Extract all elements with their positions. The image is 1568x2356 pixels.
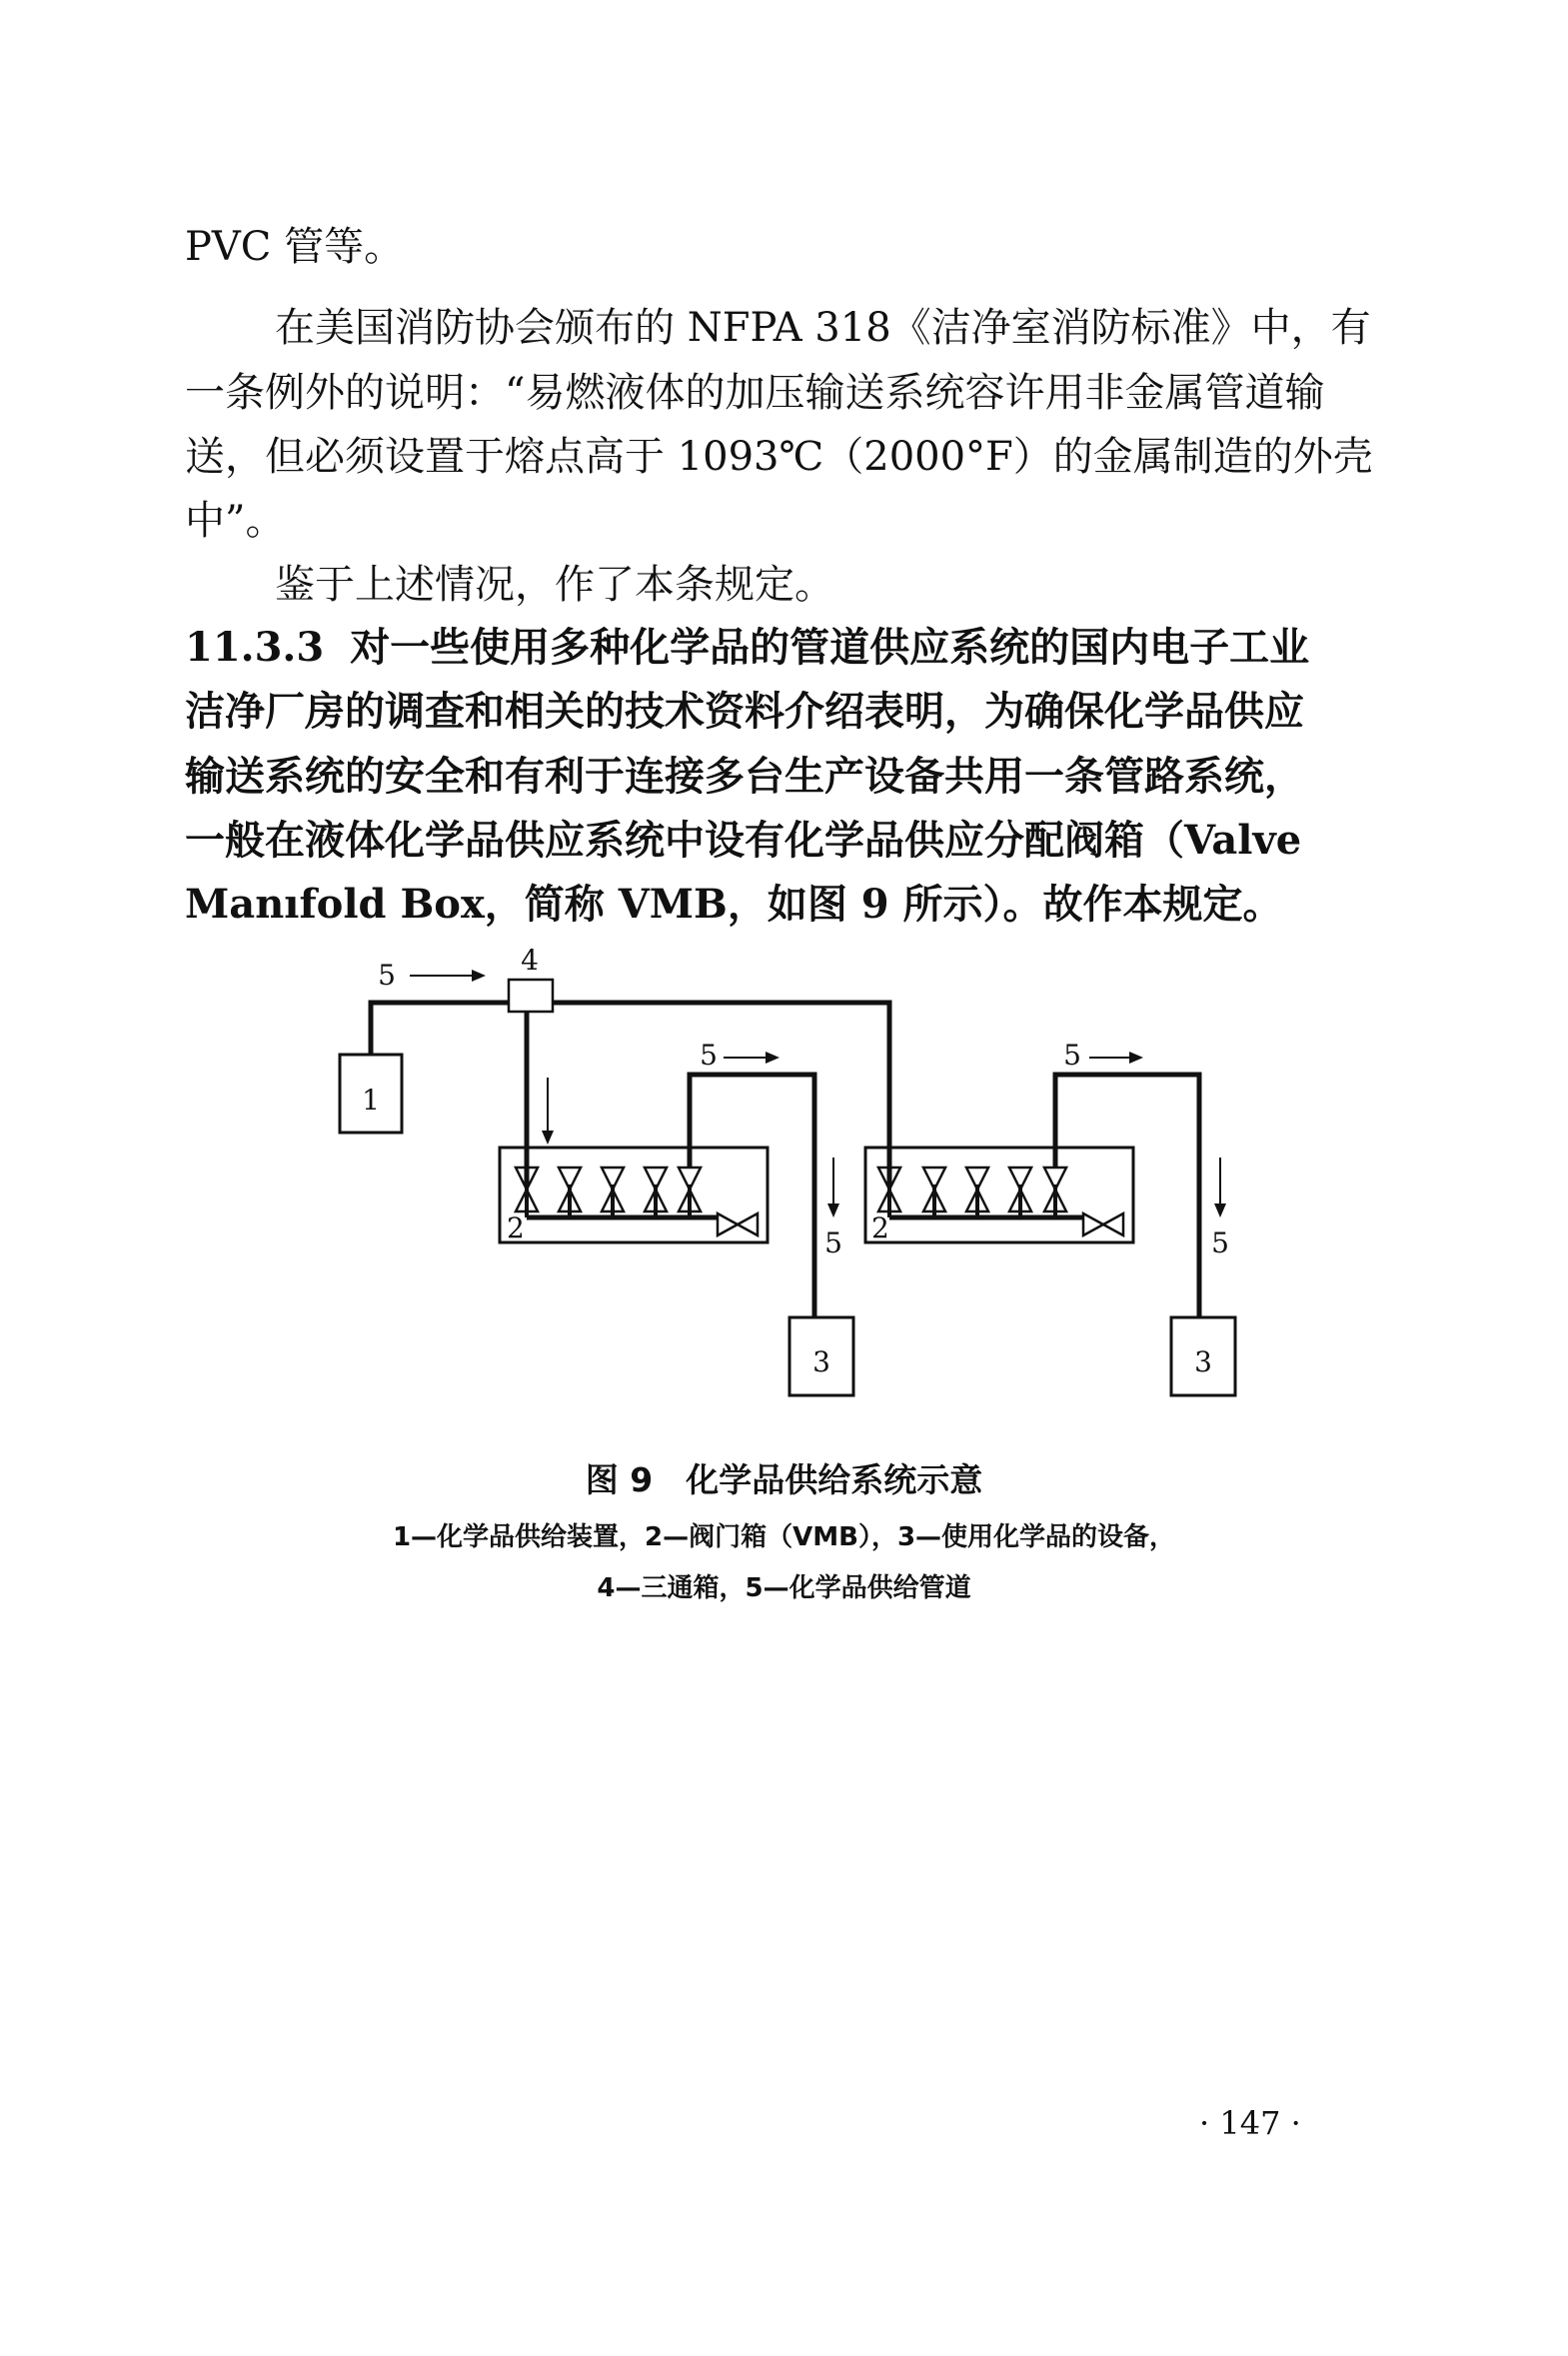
equipment-label: 3	[1194, 1345, 1212, 1378]
text-line: 鉴于上述情况，作了本条规定。	[275, 562, 834, 608]
main-supply-pipe	[371, 1003, 889, 1184]
pipe-label: 5	[824, 1226, 842, 1259]
figure-caption: 图 9 化学品供给系统示意	[585, 1460, 983, 1499]
vmb-label: 2	[871, 1211, 889, 1244]
outlet-pipe	[690, 1075, 814, 1317]
section-number: 11.3.3	[185, 624, 325, 671]
text-line: 送，但必须设置于熔点高于 1093℃（2000°F）的金属制造的外壳	[185, 434, 1373, 480]
drain-valve-icon	[718, 1213, 758, 1235]
valve-icon	[1044, 1168, 1066, 1217]
flow-arrow	[1214, 1158, 1226, 1217]
valve-icon	[679, 1168, 701, 1217]
valve-icon	[1009, 1168, 1031, 1217]
valve-icon	[923, 1168, 945, 1217]
pipe-label: 5	[700, 1039, 718, 1072]
section-line: 输送系统的安全和有利于连接多台生产设备共用一条管路系统，	[185, 753, 1304, 800]
flow-arrow	[1089, 1052, 1143, 1064]
outlet-pipe	[1055, 1075, 1199, 1317]
equipment-label: 3	[812, 1345, 830, 1378]
flow-arrow	[827, 1158, 839, 1217]
text-line: 在美国消防协会颁布的 NFPA 318《洁净室消防标准》中，有	[275, 305, 1371, 351]
tee-box	[509, 980, 553, 1012]
pipe-label: 5	[378, 959, 396, 992]
flow-arrow	[542, 1078, 554, 1145]
section-line: Manıfold Box，简称 VMB，如图 9 所示）。故作本规定。	[185, 881, 1283, 928]
vmb-box	[500, 1148, 768, 1242]
text-line: 中”。	[185, 498, 286, 544]
valve-icon	[602, 1168, 624, 1217]
text-line: PVC 管等。	[185, 224, 405, 270]
vmb-label: 2	[507, 1211, 525, 1244]
flow-arrow	[724, 1052, 780, 1064]
chemical-supply-diagram	[0, 930, 1568, 1409]
tee-box-label: 4	[521, 944, 539, 977]
section-line: 洁净厂房的调查和相关的技术资料介绍表明，为确保化学品供应	[185, 688, 1304, 735]
text-line: 一条例外的说明：“易燃液体的加压输送系统容许用非金属管道输	[185, 370, 1325, 416]
section-line	[185, 623, 1309, 673]
section-text: 对一些使用多种化学品的管道供应系统的国内电子工业	[350, 624, 1310, 671]
figure-legend: 4—三通箱，5—化学品供给管道	[597, 1573, 971, 1603]
vmb-box	[865, 1148, 1133, 1242]
pipe-label: 5	[1063, 1039, 1081, 1072]
pipe-label: 5	[1211, 1226, 1229, 1259]
valve-icon	[559, 1168, 581, 1217]
figure-legend: 1—化学品供给装置，2—阀门箱（VMB），3—使用化学品的设备，	[392, 1522, 1176, 1552]
section-line: 一般在液体化学品供应系统中设有化学品供应分配阀箱（Valve	[185, 817, 1302, 864]
flow-arrow	[410, 970, 486, 982]
valve-icon	[645, 1168, 667, 1217]
drain-valve-icon	[1083, 1213, 1123, 1235]
valve-icon	[966, 1168, 988, 1217]
supply-unit-label: 1	[362, 1084, 380, 1117]
page-number: · 147 ·	[1199, 2104, 1301, 2142]
